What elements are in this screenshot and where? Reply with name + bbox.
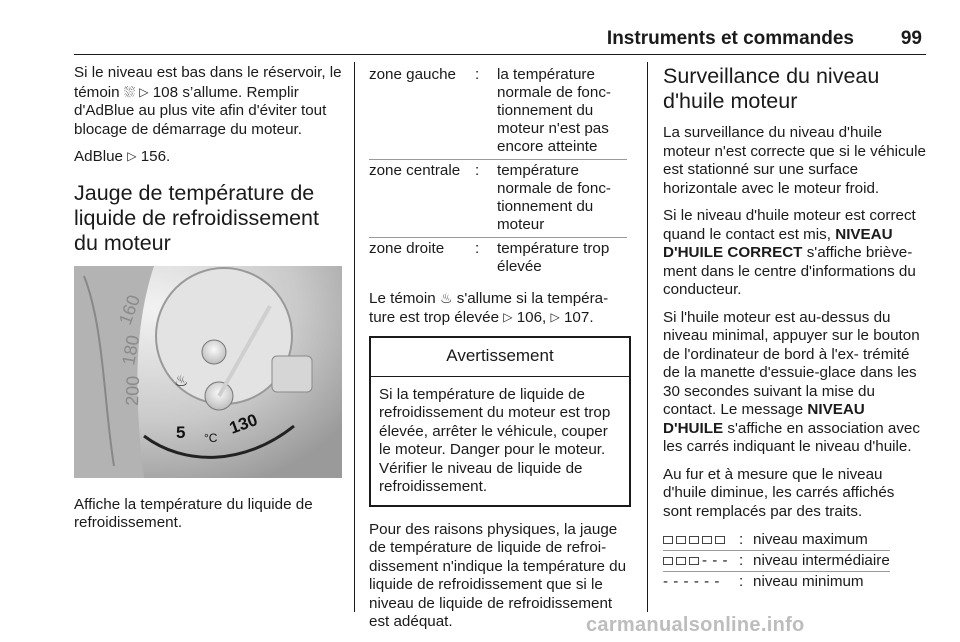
oil-level-row: - - - - - - : niveau minimum — [663, 573, 864, 590]
middle-column — [369, 64, 631, 641]
running-title: Instruments et commandes — [606, 28, 854, 49]
left-column — [74, 64, 344, 542]
gauge-max-label: 130 — [226, 409, 261, 438]
section-heading-oil: Surveillance du niveau d'huile moteur — [663, 64, 880, 113]
oil-paragraph-1: La surveillance du niveau d'huile moteur n'est correcte que si le véhicule est stationné sur une surface horizontale avec le moteur froid. — [663, 124, 926, 197]
zone-row: zone gauche : la température normale de fonc- tionnement du moteur n'est pas encore atteinte — [369, 64, 627, 160]
level-indicator: - - - - - - — [663, 573, 720, 590]
right-column — [663, 64, 927, 592]
level-indicator: - - - — [663, 551, 739, 572]
svg-text:160: 160 — [114, 291, 145, 327]
oil-level-table — [663, 530, 890, 592]
warning-lamp-paragraph: Le témoin ♨ s'allume si la tempéra- ture est trop élevée ▷ 106, ▷ 107. — [369, 290, 609, 326]
page-reference-link[interactable]: 106, — [516, 308, 547, 326]
page-number: 99 — [900, 28, 922, 49]
oil-level-row: : niveau maximum — [663, 530, 890, 551]
page-reference-link[interactable]: 108 — [152, 83, 179, 101]
cross-reference-arrow-icon: ▷ — [550, 309, 560, 324]
gauge-caption: Affiche la température du liquide de refroidissement. — [74, 495, 313, 531]
svg-text:♨: ♨ — [174, 372, 189, 390]
page-reference-link[interactable]: 156. — [140, 148, 171, 165]
coolant-gauge-photo — [74, 266, 342, 478]
warning-title: Avertissement — [371, 338, 629, 377]
physics-note: Pour des raisons physiques, la jauge de température de liquide de refroi- dissement n'indique la température du liquide de refroidissement que si le niveau de liquide de refroidissement est adéquat. — [369, 520, 627, 630]
column-divider — [354, 62, 355, 612]
warning-body: Si la température de liquide de refroidissement du moteur est trop élevée, arrêter le véhicule, couper le moteur. Danger pour le moteur. Vérifier le niveau de liquide de refroidissement. — [379, 385, 611, 495]
page-header — [74, 28, 926, 55]
adblue-warning-icon: ⛆ — [123, 83, 136, 100]
warning-box — [369, 336, 631, 507]
oil-paragraph-3: Si l'huile moteur est au-dessus du niveau minimal, appuyer sur le bouton de l'ordinateur de bord à l'ex- trémité de la manette d'essuie-glace dans les 30 secondes suivant la mise du contact. Le message NIVEAU D'HUILE s'affiche en association avec les carrés indiquant le niveau d'huile. — [663, 308, 920, 455]
adblue-reference: AdBlue ▷ 156. — [74, 148, 171, 165]
svg-text:200: 200 — [122, 374, 144, 406]
cross-reference-arrow-icon: ▷ — [503, 309, 513, 324]
message-niveau-huile: NIVEAU D'HUILE — [663, 401, 865, 437]
cross-reference-arrow-icon: ▷ — [127, 149, 137, 163]
oil-paragraph-4: Au fur et à mesure que le niveau d'huile diminue, les carrés affichés sont remplacés par des traits. — [663, 465, 895, 520]
svg-text:180: 180 — [118, 333, 144, 367]
oil-paragraph-2: Si le niveau d'huile moteur est correct quand le contact est mis, NIVEAU D'HUILE CORRECT s'affiche briève- ment dans le centre d'informations du conducteur. — [663, 207, 916, 298]
message-niveau-huile-correct: NIVEAU D'HUILE CORRECT — [663, 225, 893, 261]
column-divider — [647, 62, 648, 612]
coolant-temperature-icon: ♨ — [439, 290, 453, 306]
gauge-min-label: 5 — [176, 422, 186, 442]
zone-row: zone droite : température trop élevée — [369, 240, 610, 275]
page-reference-link[interactable]: 107. — [563, 308, 594, 326]
watermark: carmanualsonline.info — [586, 614, 805, 636]
oil-level-row: - - - : niveau intermédiaire — [663, 551, 890, 572]
level-indicator — [663, 530, 739, 551]
adblue-paragraph: Si le niveau est bas dans le réservoir, le témoin ⛆ ▷ 108 s’allume. Remplir d'AdBlue au plus vite afin d'éviter tout blocage de démarrage du moteur. — [74, 64, 342, 138]
section-heading-coolant: Jauge de température de liquide de refroidissement du moteur — [74, 180, 319, 255]
cross-reference-arrow-icon: ▷ — [139, 84, 149, 99]
gauge-unit-label: °C — [204, 430, 218, 445]
zone-definition-table — [369, 64, 627, 279]
zone-row: zone centrale : température normale de fonc- tionnement du moteur — [369, 160, 627, 238]
